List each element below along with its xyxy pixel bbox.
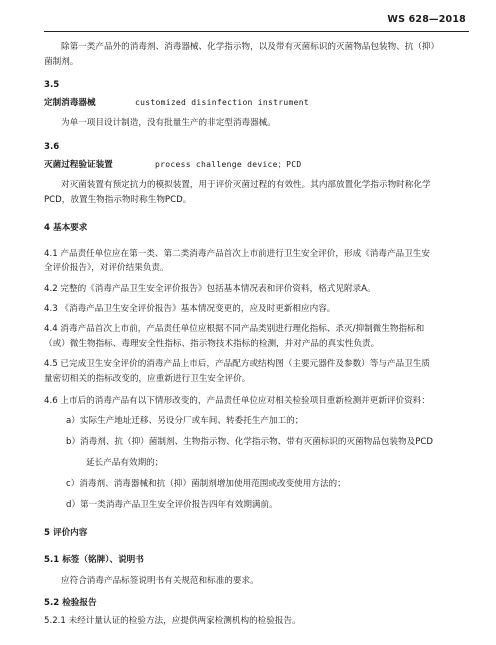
subsection-heading: 5.1 标签（铭牌）、说明书 <box>44 555 144 565</box>
paragraph-line: （或）微生物指标、毒理安全性指标、指示物技术指标的检测，并对产品的真实性负责。 <box>44 339 380 349</box>
paragraph-line: 量密切相关的指标改变的，应重新进行卫生安全评价。 <box>44 374 251 384</box>
list-item-continued: 延长产品有效期的； <box>86 458 164 468</box>
list-item: c）消毒剂、消毒器械和抗（抑）菌制剂增加使用范围或改变使用方法的； <box>66 479 346 489</box>
header-rule <box>44 31 469 32</box>
paragraph-line: 4.6 上市后的消毒产品有以下情形改变的，产品责任单位应对相关检验项目重新检测并更新评价资料： <box>44 396 430 406</box>
paragraph-line: 除第一类产品外的消毒剂、消毒器械、化学指示物，以及带有灭菌标识的灭菌物品包装物、抗（抑） <box>61 42 440 52</box>
paragraph-line: 4.1 产品责任单位应在第一类、第二类消毒产品首次上市前进行卫生安全评价，形成《消毒产品卫生安 <box>44 249 430 259</box>
standard-code: WS 628—2018 <box>387 14 466 25</box>
list-item: a）实际生产地址迁移、另设分厂或车间、转委托生产加工的； <box>66 416 304 426</box>
paragraph-line: 4.5 已完成卫生安全评价的消毒产品上市后，产品配方或结构图（主要元器件及参数）等与产品卫生质 <box>44 359 430 369</box>
term-english: customized disinfection instrument <box>135 98 309 107</box>
definition-line: PCD，放置生物指示物时称生物PCD。 <box>44 195 192 205</box>
subsection-heading: 5.2 检验报告 <box>44 598 97 608</box>
section-heading: 4 基本要求 <box>44 223 88 233</box>
paragraph-line: 4.3 《消毒产品卫生安全评价报告》基本情况变更的，应及时更新相应内容。 <box>44 304 336 314</box>
paragraph-line: 菌制剂。 <box>44 57 79 67</box>
term-title: 灭菌过程验证装置 <box>44 160 113 170</box>
section-heading: 5 评价内容 <box>44 528 88 538</box>
term-title: 定制消毒器械 <box>44 98 96 108</box>
paragraph-line: 5.2.1 未经计量认证的检验方法，应提供两家检测机构的检验报告。 <box>44 616 301 626</box>
clause-number: 3.6 <box>44 142 60 152</box>
definition-line: 对灭菌装置有预定抗力的模拟装置，用于评价灭菌过程的有效性。其内部放置化学指示物时称化学 <box>61 180 431 190</box>
paragraph-line: 4.2 完整的《消毒产品卫生安全评价报告》包括基本情况表和评价资料，格式见附录A。 <box>44 284 376 294</box>
paragraph-line: 4.4 消毒产品首次上市前，产品责任单位应根据不同产品类别进行理化指标、杀灭/抑制微生物指标和 <box>44 324 425 334</box>
list-item: d）第一类消毒产品卫生安全评价报告四年有效期满前。 <box>66 500 278 510</box>
paragraph-line: 应符合消毒产品标签说明书有关规范和标准的要求。 <box>61 576 259 586</box>
clause-number: 3.5 <box>44 80 60 90</box>
definition-line: 为单一项目设计制造，没有批量生产的非定型消毒器械。 <box>61 118 276 128</box>
paragraph-line: 全评价报告》，对评价结果负责。 <box>44 263 169 273</box>
term-english: process challenge device；PCD <box>155 160 302 169</box>
list-item: b）消毒剂、抗（抑）菌制剂、生物指示物、化学指示物、带有灭菌标识的灭菌物品包装物及PCD <box>66 437 434 447</box>
